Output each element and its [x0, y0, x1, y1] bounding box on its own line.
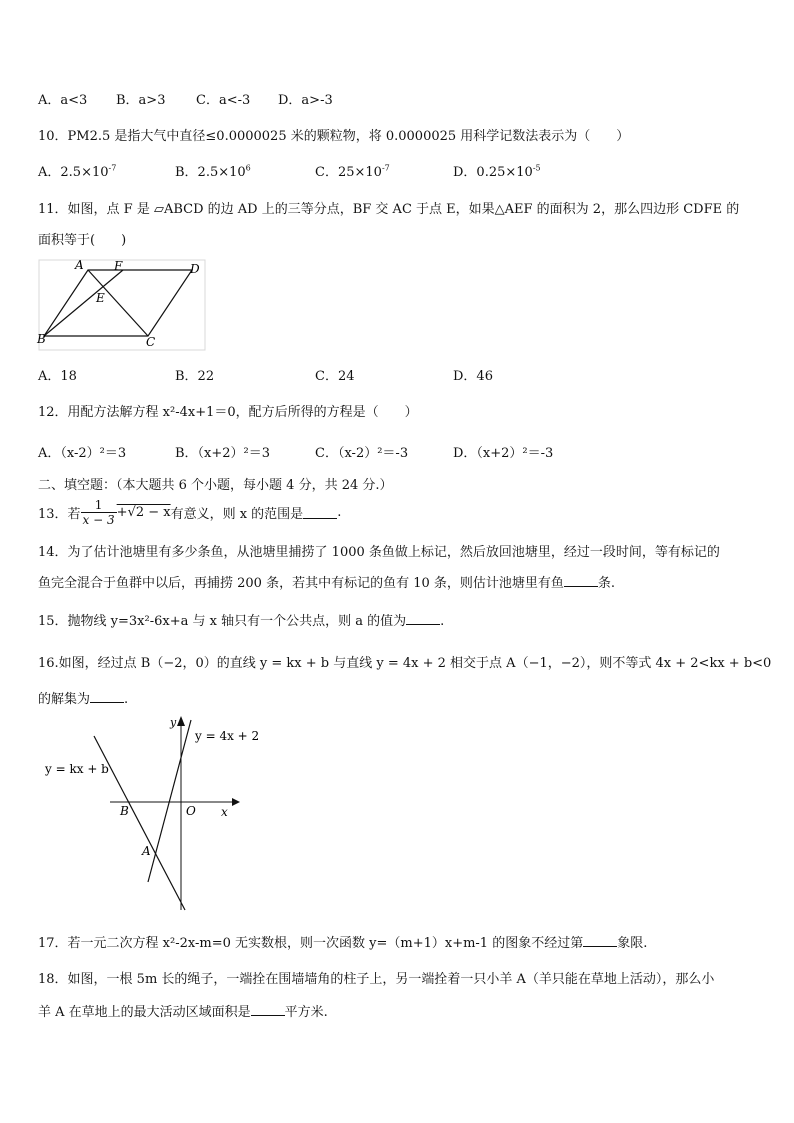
q13-fraction-numerator: 1 — [81, 498, 117, 513]
q14-stem-line1: 14．为了估计池塘里有多少条鱼，从池塘里捕捞了 1000 条鱼做上标记，然后放回池塘里，经过一段时间，等有标记的 — [38, 545, 720, 560]
q16-label-line-kx: y = kx + b — [45, 762, 109, 776]
q10-option-c-exp: -7 — [381, 163, 390, 173]
q16-stem-line1: 16.如图，经过点 B（−2，0）的直线 y = kx + b 与直线 y = 4x + 2 相交于点 A（−1，−2），则不等式 4x + 2<kx + b<0 — [38, 656, 772, 671]
q16-line2-end: . — [124, 692, 129, 707]
q14-answer-blank[interactable] — [564, 574, 598, 587]
q10-option-d — [453, 161, 541, 180]
q11-option-c: C．24 — [315, 369, 355, 384]
q18-stem-line2 — [38, 1001, 328, 1020]
q16-line-4x-plus-2 — [148, 720, 191, 882]
q11-stem-line1: 11．如图，点 F 是 ▱ABCD 的边 AD 上的三等分点，BF 交 AC 于点 E，如果△AEF 的面积为 2，那么四边形 CDFE 的 — [38, 202, 740, 217]
q14-stem-line2 — [38, 572, 615, 591]
q16-line2-text: 的解集为 — [38, 692, 91, 707]
q16-label-line-4x: y = 4x + 2 — [195, 729, 260, 743]
q11-option-d: D．46 — [453, 369, 493, 384]
q10-option-d-exp: -5 — [532, 163, 541, 173]
q17-stem — [38, 932, 647, 951]
q12-option-c: C．（x-2）²＝-3 — [315, 446, 409, 461]
q16-x-axis-arrow — [232, 798, 240, 806]
q16-stem-line2 — [38, 688, 128, 707]
q10-option-b-text: B．2.5×10 — [175, 165, 246, 180]
q14-line2-end: 条. — [597, 576, 616, 591]
q18-answer-blank[interactable] — [251, 1003, 285, 1016]
q16-label-y: y — [170, 716, 177, 729]
q10-option-b-exp: 6 — [245, 163, 251, 173]
q18-stem-line1: 18．如图，一根 5m 长的绳子，一端拴在围墙墙角的柱子上，另一端拴着一只小羊 A（羊只能在草地上活动），那么小 — [38, 972, 715, 987]
q13-suffix: 有意义，则 x 的范围是 — [170, 506, 304, 522]
q12-stem: 12．用配方法解方程 x²-4x+1＝0，配方后所得的方程是（ ） — [38, 405, 418, 420]
q13-stem — [38, 494, 341, 530]
q10-option-c — [315, 161, 390, 180]
q11-label-a: A — [75, 258, 84, 272]
q13-answer-blank[interactable] — [303, 506, 337, 519]
q10-option-b — [175, 161, 251, 180]
q15-end: . — [440, 614, 445, 629]
q11-segment-bf — [44, 270, 123, 336]
q9-option-d: D．a>-3 — [278, 93, 333, 108]
q13-fraction-denominator: x − 3 — [82, 512, 115, 527]
q10-option-a-exp: -7 — [108, 163, 117, 173]
q16-y-axis-arrow — [177, 716, 185, 726]
q17-answer-blank[interactable] — [583, 934, 617, 947]
q16-label-a: A — [142, 844, 151, 858]
q11-label-f: F — [114, 259, 123, 273]
q11-stem-line2: 面积等于( ) — [38, 233, 127, 248]
q15-stem — [38, 610, 444, 629]
q9-option-b: B．a>3 — [116, 93, 166, 108]
q13-fraction — [81, 498, 117, 527]
q16-graph-figure — [40, 712, 260, 912]
q13-prefix: 13．若 — [38, 506, 81, 522]
q10-option-a — [38, 161, 116, 180]
q18-line2-text: 羊 A 在草地上的最大活动区域面积是 — [38, 1005, 251, 1020]
q14-line2-text: 鱼完全混合于鱼群中以后，再捕捞 200 条，若其中有标记的鱼有 10 条，则估计池塘里有鱼 — [38, 576, 564, 591]
q11-option-a: A．18 — [38, 369, 77, 384]
q12-option-a: A．（x-2）²＝3 — [38, 446, 127, 461]
q12-option-b: B．（x+2）²＝3 — [175, 446, 271, 461]
q18-line2-end: 平方米. — [284, 1005, 328, 1020]
q16-label-o: O — [186, 804, 196, 818]
q16-label-b: B — [120, 804, 129, 818]
q11-label-c: C — [146, 335, 156, 349]
q10-stem: 10．PM2.5 是指大气中直径≤0.0000025 米的颗粒物，将 0.0000025 用科学记数法表示为（ ） — [38, 129, 630, 144]
q11-label-b: B — [37, 332, 46, 346]
q11-label-e: E — [96, 291, 105, 305]
section-2-heading: 二、填空题：（本大题共 6 个小题，每小题 4 分，共 24 分.） — [38, 478, 393, 493]
q16-label-x: x — [221, 805, 228, 819]
q16-answer-blank[interactable] — [90, 690, 124, 703]
q9-option-c: C．a<-3 — [196, 93, 251, 108]
q15-text: 15．抛物线 y=3x²-6x+a 与 x 轴只有一个公共点，则 a 的值为 — [38, 614, 407, 629]
q15-answer-blank[interactable] — [406, 612, 440, 625]
q10-option-c-text: C．25×10 — [315, 165, 382, 180]
q9-option-a: A．a<3 — [38, 93, 88, 108]
q13-end: . — [337, 504, 342, 520]
q11-option-b: B．22 — [175, 369, 215, 384]
q17-text: 17．若一元二次方程 x²-2x-m=0 无实数根，则一次函数 y=（m+1）x+m-1 的图象不经过第 — [38, 936, 584, 951]
q10-option-d-text: D．0.25×10 — [453, 165, 533, 180]
q11-label-d: D — [190, 262, 200, 276]
q17-end: 象限. — [617, 936, 648, 951]
q10-option-a-text: A．2.5×10 — [38, 165, 109, 180]
q11-parallelogram-figure — [36, 258, 208, 354]
q12-option-d: D．（x+2）²＝-3 — [453, 446, 554, 461]
q13-sqrt: +√2 − x — [116, 504, 171, 520]
